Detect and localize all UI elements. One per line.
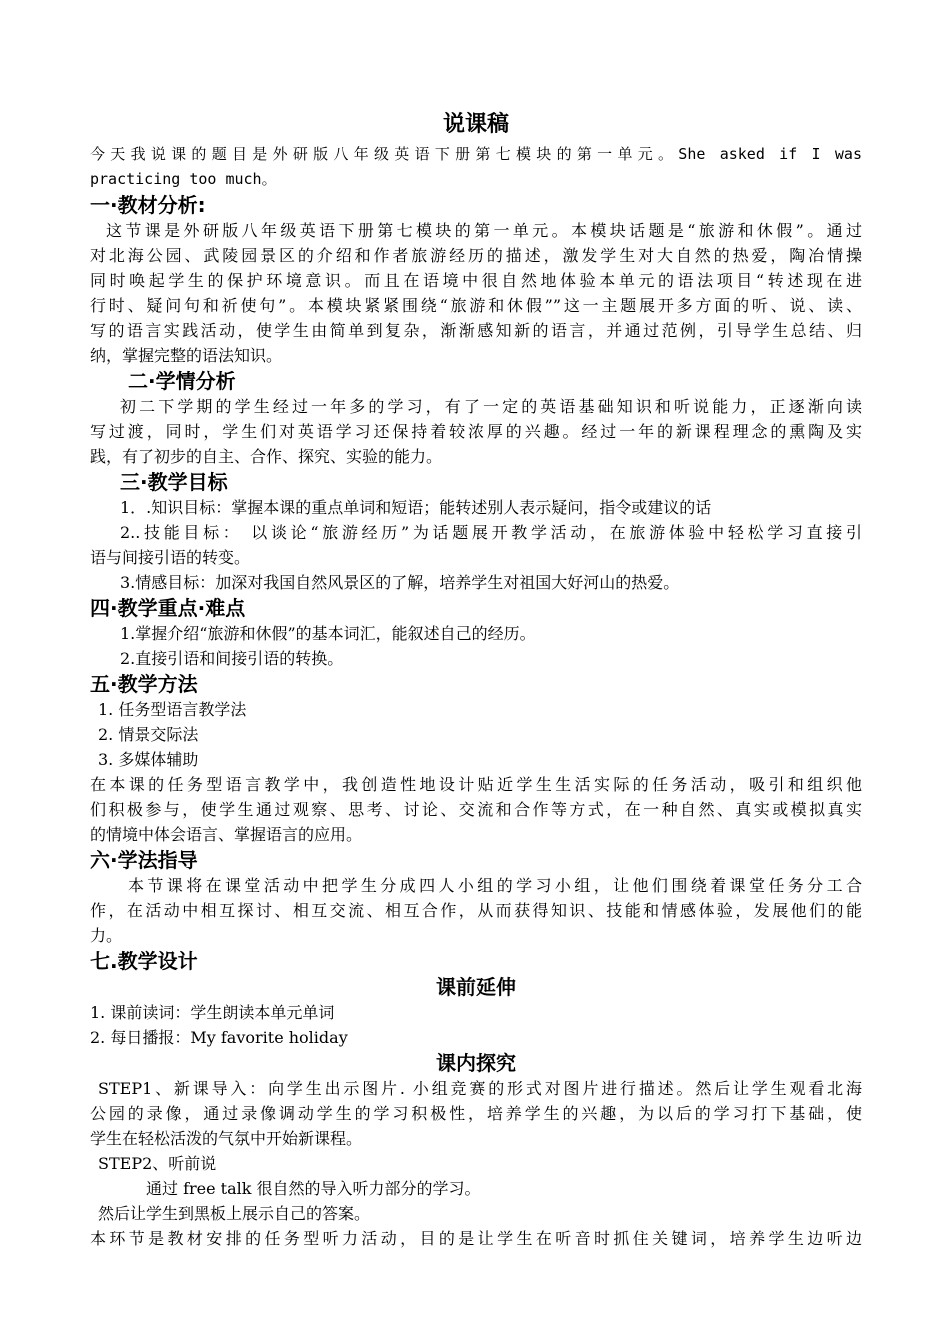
paragraph-line: 这节课是外研版八年级英语下册第七模块的第一单元。本模块话题是“旅游和休假”。通过	[106, 221, 862, 240]
paragraph-line: 作，在活动中相互探讨、相互交流、相互合作，从而获得知识、技能和情感体验，发展他们的能	[90, 901, 862, 920]
paragraph-line: 然后让学生到黑板上展示自己的答案。	[98, 1204, 371, 1223]
section-heading: 六·学法指导	[90, 848, 198, 872]
list-item: 1. 课前读词：学生朗读本单元单词	[90, 1003, 335, 1022]
subsection-heading: 课内探究	[436, 1051, 516, 1075]
section-heading: 五·教学方法	[90, 672, 198, 696]
section-heading: 三·教学目标	[120, 470, 228, 494]
paragraph-line: 同时唤起学生的保护环境意识。而且在语境中很自然地体验本单元的语法项目“转述现在进	[90, 271, 862, 290]
list-item: 2. 每日播报：My favorite holiday	[90, 1028, 348, 1047]
paragraph-line: 们积极参与，使学生通过观察、思考、讨论、交流和合作等方式，在一种自然、真实或模拟真实	[90, 800, 862, 819]
document-page	[90, 108, 862, 1251]
section-heading: 二·学情分析	[128, 369, 236, 393]
list-item: 2. 情景交际法	[98, 725, 199, 744]
paragraph-line: 力。	[90, 926, 123, 945]
paragraph-line: 初二下学期的学生经过一年多的学习，有了一定的英语基础知识和听说能力，正逐渐向读	[120, 397, 862, 416]
subsection-heading: 课前延伸	[436, 975, 516, 999]
paragraph-line: 对北海公园、武陵园景区的介绍和作者旅游经历的描述，激发学生对大自然的热爱，陶冶情操	[90, 246, 862, 265]
intro-line: practicing too much。	[90, 170, 277, 188]
paragraph-line: 写过渡，同时，学生们对英语学习还保持着较浓厚的兴趣。经过一年的新课程理念的熏陶及实	[90, 422, 862, 441]
paragraph-line: 践，有了初步的自主、合作、探究、实验的能力。	[90, 447, 443, 466]
intro-line: 今天我说课的题目是外研版八年级英语下册第七模块的第一单元。She asked if I was	[90, 145, 862, 163]
paragraph-line: 纳，掌握完整的语法知识。	[90, 346, 283, 365]
paragraph-line: 公园的录像，通过录像调动学生的学习积极性，培养学生的兴趣，为以后的学习打下基础，使	[90, 1104, 862, 1123]
goal-item: 1．.知识目标：掌握本课的重点单词和短语；能转述别人表示疑问，指令或建议的话	[120, 498, 712, 517]
list-item: 3. 多媒体辅助	[98, 750, 199, 769]
paragraph-line: 通过 free talk 很自然的导入听力部分的学习。	[146, 1179, 481, 1198]
goal-item: 2..技能目标： 以谈论“旅游经历”为话题展开教学活动，在旅游体验中轻松学习直接引	[120, 523, 862, 542]
list-item: 1.掌握介绍“旅游和休假”的基本词汇，能叙述自己的经历。	[120, 624, 536, 643]
list-item: 1. 任务型语言教学法	[98, 700, 247, 719]
document-title: 说课稿	[442, 112, 509, 137]
paragraph-line: 本节课将在课堂活动中把学生分成四人小组的学习小组，让他们围绕着课堂任务分工合	[128, 876, 862, 895]
paragraph-line: 写的语言实践活动，使学生由简单到复杂，渐渐感知新的语言，并通过范例，引导学生总结、归	[90, 321, 862, 340]
paragraph-line: 学生在轻松活泼的气氛中开始新课程。	[90, 1129, 363, 1148]
section-heading: 四·教学重点·难点	[90, 596, 246, 620]
paragraph-line: 行时、疑问句和祈使句”。本模块紧紧围绕“旅游和休假””这一主题展开多方面的听、说、读、	[90, 296, 862, 315]
paragraph-line: 在本课的任务型语言教学中，我创造性地设计贴近学生生活实际的任务活动，吸引和组织他	[90, 775, 862, 794]
goal-item: 3.情感目标：加深对我国自然风景区的了解，培养学生对祖国大好河山的热爱。	[120, 573, 680, 592]
section-heading: 一·教材分析:	[90, 193, 206, 217]
goal-item: 语与间接引语的转变。	[90, 548, 251, 567]
section-heading: 七.教学设计	[90, 949, 198, 973]
paragraph-line: 的情境中体会语言、掌握语言的应用。	[90, 825, 363, 844]
list-item: 2.直接引语和间接引语的转换。	[120, 649, 344, 668]
paragraph-line: 本环节是教材安排的任务型听力活动，目的是让学生在听音时抓住关键词，培养学生边听边	[90, 1229, 862, 1248]
step-heading: STEP2、听前说	[98, 1154, 217, 1173]
paragraph-line: STEP1、新课导入：向学生出示图片. 小组竞赛的形式对图片进行描述。然后让学生观看北海	[98, 1079, 862, 1098]
